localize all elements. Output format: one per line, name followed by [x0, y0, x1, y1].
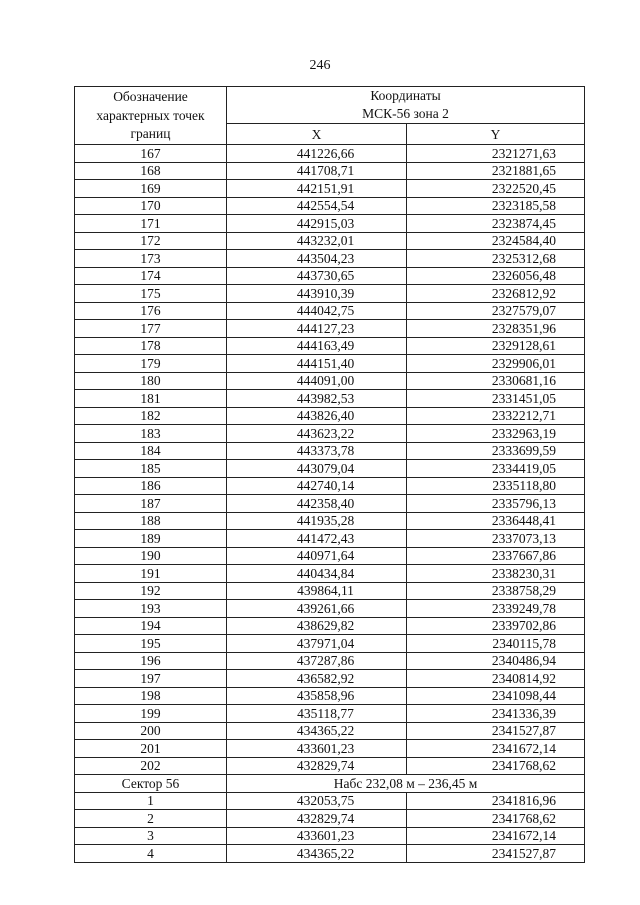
x-coordinate-cell: 434365,22: [227, 845, 407, 863]
table-header-row: [75, 87, 585, 124]
x-coordinate-cell: 439261,66: [227, 600, 407, 618]
point-designation-header: Обозначение характерных точек границ: [75, 87, 227, 145]
table-row: [75, 512, 585, 530]
table-row: [75, 495, 585, 513]
x-coordinate-cell: 441226,66: [227, 145, 407, 163]
y-coordinate-cell: 2325312,68: [407, 250, 585, 268]
x-coordinate-cell: 443373,78: [227, 442, 407, 460]
table-row: [75, 600, 585, 618]
y-coordinate-cell: 2335796,13: [407, 495, 585, 513]
y-coordinate-cell: 2330681,16: [407, 372, 585, 390]
y-coordinate-cell: 2341816,96: [407, 792, 585, 810]
y-coordinate-cell: 2341768,62: [407, 810, 585, 828]
point-cell: 173: [75, 250, 227, 268]
y-coordinate-cell: 2329906,01: [407, 355, 585, 373]
y-coordinate-cell: 2340814,92: [407, 670, 585, 688]
x-coordinate-cell: 442358,40: [227, 495, 407, 513]
x-coordinate-cell: 440971,64: [227, 547, 407, 565]
table-body: [75, 145, 585, 775]
sector-label: Сектор 56: [75, 775, 227, 793]
sector-row: [75, 775, 585, 793]
x-coordinate-cell: 443826,40: [227, 407, 407, 425]
table-row: [75, 705, 585, 723]
point-cell: 4: [75, 845, 227, 863]
point-cell: 197: [75, 670, 227, 688]
table-row: [75, 250, 585, 268]
point-cell: 187: [75, 495, 227, 513]
table-row: [75, 320, 585, 338]
x-coordinate-cell: 441935,28: [227, 512, 407, 530]
x-coordinate-cell: 443910,39: [227, 285, 407, 303]
y-coordinate-cell: 2341098,44: [407, 687, 585, 705]
point-cell: 189: [75, 530, 227, 548]
point-cell: 188: [75, 512, 227, 530]
x-coordinate-cell: 437971,04: [227, 635, 407, 653]
table-row: [75, 652, 585, 670]
point-cell: 191: [75, 565, 227, 583]
x-coordinate-cell: 442740,14: [227, 477, 407, 495]
x-coordinate-cell: 443504,23: [227, 250, 407, 268]
point-cell: 178: [75, 337, 227, 355]
x-coordinate-cell: 444127,23: [227, 320, 407, 338]
y-coordinate-cell: 2336448,41: [407, 512, 585, 530]
y-coordinate-cell: 2338230,31: [407, 565, 585, 583]
x-coordinate-cell: 435118,77: [227, 705, 407, 723]
table-row: [75, 302, 585, 320]
page-number: 246: [309, 58, 331, 73]
point-cell: 172: [75, 232, 227, 250]
point-cell: 170: [75, 197, 227, 215]
table-row: [75, 565, 585, 583]
table-row: [75, 197, 585, 215]
y-coordinate-cell: 2341672,14: [407, 740, 585, 758]
y-coordinate-cell: 2332963,19: [407, 425, 585, 443]
point-cell: 183: [75, 425, 227, 443]
x-coordinate-cell: 444042,75: [227, 302, 407, 320]
point-cell: 169: [75, 180, 227, 198]
point-cell: 175: [75, 285, 227, 303]
point-cell: 182: [75, 407, 227, 425]
x-coordinate-cell: 437287,86: [227, 652, 407, 670]
x-coordinate-cell: 436582,92: [227, 670, 407, 688]
y-coordinate-cell: 2341527,87: [407, 845, 585, 863]
point-cell: 195: [75, 635, 227, 653]
table-row: [75, 827, 585, 845]
point-cell: 184: [75, 442, 227, 460]
x-column-header: X: [227, 124, 407, 145]
table-row: [75, 530, 585, 548]
y-coordinate-cell: 2339249,78: [407, 600, 585, 618]
table-row: [75, 670, 585, 688]
x-coordinate-cell: 444151,40: [227, 355, 407, 373]
y-coordinate-cell: 2334419,05: [407, 460, 585, 478]
table-row: [75, 740, 585, 758]
point-cell: 1: [75, 792, 227, 810]
y-coordinate-cell: 2321881,65: [407, 162, 585, 180]
y-coordinate-cell: 2340486,94: [407, 652, 585, 670]
x-coordinate-cell: 443079,04: [227, 460, 407, 478]
x-coordinate-cell: 442151,91: [227, 180, 407, 198]
table-row: [75, 477, 585, 495]
table-row: [75, 267, 585, 285]
point-cell: 186: [75, 477, 227, 495]
point-cell: 171: [75, 215, 227, 233]
y-coordinate-cell: 2323874,45: [407, 215, 585, 233]
x-coordinate-cell: 435858,96: [227, 687, 407, 705]
x-coordinate-cell: 441472,43: [227, 530, 407, 548]
y-coordinate-cell: 2341768,62: [407, 757, 585, 775]
table-row: [75, 810, 585, 828]
x-coordinate-cell: 438629,82: [227, 617, 407, 635]
x-coordinate-cell: 434365,22: [227, 722, 407, 740]
x-coordinate-cell: 432829,74: [227, 810, 407, 828]
point-cell: 196: [75, 652, 227, 670]
point-cell: 180: [75, 372, 227, 390]
x-coordinate-cell: 439864,11: [227, 582, 407, 600]
table-row: [75, 162, 585, 180]
table-row: [75, 285, 585, 303]
x-coordinate-cell: 442554,54: [227, 197, 407, 215]
point-cell: 202: [75, 757, 227, 775]
y-coordinate-cell: 2322520,45: [407, 180, 585, 198]
x-coordinate-cell: 443623,22: [227, 425, 407, 443]
y-coordinate-cell: 2337073,13: [407, 530, 585, 548]
point-cell: 190: [75, 547, 227, 565]
table-row: [75, 145, 585, 163]
y-coordinate-cell: 2333699,59: [407, 442, 585, 460]
table-row: [75, 390, 585, 408]
point-cell: 185: [75, 460, 227, 478]
table-row: [75, 232, 585, 250]
y-coordinate-cell: 2339702,86: [407, 617, 585, 635]
point-cell: 199: [75, 705, 227, 723]
y-column-header: Y: [407, 124, 585, 145]
point-cell: 179: [75, 355, 227, 373]
table-row: [75, 372, 585, 390]
x-coordinate-cell: 442915,03: [227, 215, 407, 233]
y-coordinate-cell: 2331451,05: [407, 390, 585, 408]
y-coordinate-cell: 2332212,71: [407, 407, 585, 425]
y-coordinate-cell: 2321271,63: [407, 145, 585, 163]
table-row: [75, 180, 585, 198]
point-cell: 200: [75, 722, 227, 740]
x-coordinate-cell: 444163,49: [227, 337, 407, 355]
y-coordinate-cell: 2323185,58: [407, 197, 585, 215]
point-cell: 168: [75, 162, 227, 180]
y-coordinate-cell: 2335118,80: [407, 477, 585, 495]
x-coordinate-cell: 433601,23: [227, 827, 407, 845]
table-row: [75, 582, 585, 600]
x-coordinate-cell: 444091,00: [227, 372, 407, 390]
y-coordinate-cell: 2340115,78: [407, 635, 585, 653]
point-cell: 176: [75, 302, 227, 320]
table-row: [75, 337, 585, 355]
table-row: [75, 845, 585, 863]
x-coordinate-cell: 432829,74: [227, 757, 407, 775]
y-coordinate-cell: 2341527,87: [407, 722, 585, 740]
table-row: [75, 407, 585, 425]
point-cell: 192: [75, 582, 227, 600]
coordinates-header: Координаты МСК-56 зона 2: [227, 87, 585, 124]
y-coordinate-cell: 2341336,39: [407, 705, 585, 723]
y-coordinate-cell: 2341672,14: [407, 827, 585, 845]
x-coordinate-cell: 440434,84: [227, 565, 407, 583]
point-cell: 2: [75, 810, 227, 828]
x-coordinate-cell: 432053,75: [227, 792, 407, 810]
table-row: [75, 617, 585, 635]
point-cell: 181: [75, 390, 227, 408]
x-coordinate-cell: 441708,71: [227, 162, 407, 180]
y-coordinate-cell: 2329128,61: [407, 337, 585, 355]
x-coordinate-cell: 443982,53: [227, 390, 407, 408]
x-coordinate-cell: 443232,01: [227, 232, 407, 250]
y-coordinate-cell: 2326812,92: [407, 285, 585, 303]
point-cell: 174: [75, 267, 227, 285]
table-row: [75, 460, 585, 478]
point-cell: 201: [75, 740, 227, 758]
y-coordinate-cell: 2324584,40: [407, 232, 585, 250]
table-row: [75, 547, 585, 565]
x-coordinate-cell: 433601,23: [227, 740, 407, 758]
y-coordinate-cell: 2328351,96: [407, 320, 585, 338]
table-row: [75, 687, 585, 705]
point-cell: 177: [75, 320, 227, 338]
sector-height-note: Набс 232,08 м – 236,45 м: [227, 775, 585, 793]
point-cell: 193: [75, 600, 227, 618]
point-cell: 3: [75, 827, 227, 845]
point-cell: 198: [75, 687, 227, 705]
y-coordinate-cell: 2338758,29: [407, 582, 585, 600]
table-row: [75, 215, 585, 233]
x-coordinate-cell: 443730,65: [227, 267, 407, 285]
coordinates-table: [74, 86, 585, 863]
point-cell: 194: [75, 617, 227, 635]
table-row: [75, 355, 585, 373]
table-row: [75, 722, 585, 740]
table-row: [75, 442, 585, 460]
point-cell: 167: [75, 145, 227, 163]
sector-section: [75, 775, 585, 793]
table-row: [75, 792, 585, 810]
table-row: [75, 425, 585, 443]
sector-table-body: [75, 792, 585, 862]
y-coordinate-cell: 2337667,86: [407, 547, 585, 565]
table-row: [75, 635, 585, 653]
y-coordinate-cell: 2327579,07: [407, 302, 585, 320]
y-coordinate-cell: 2326056,48: [407, 267, 585, 285]
table-row: [75, 757, 585, 775]
